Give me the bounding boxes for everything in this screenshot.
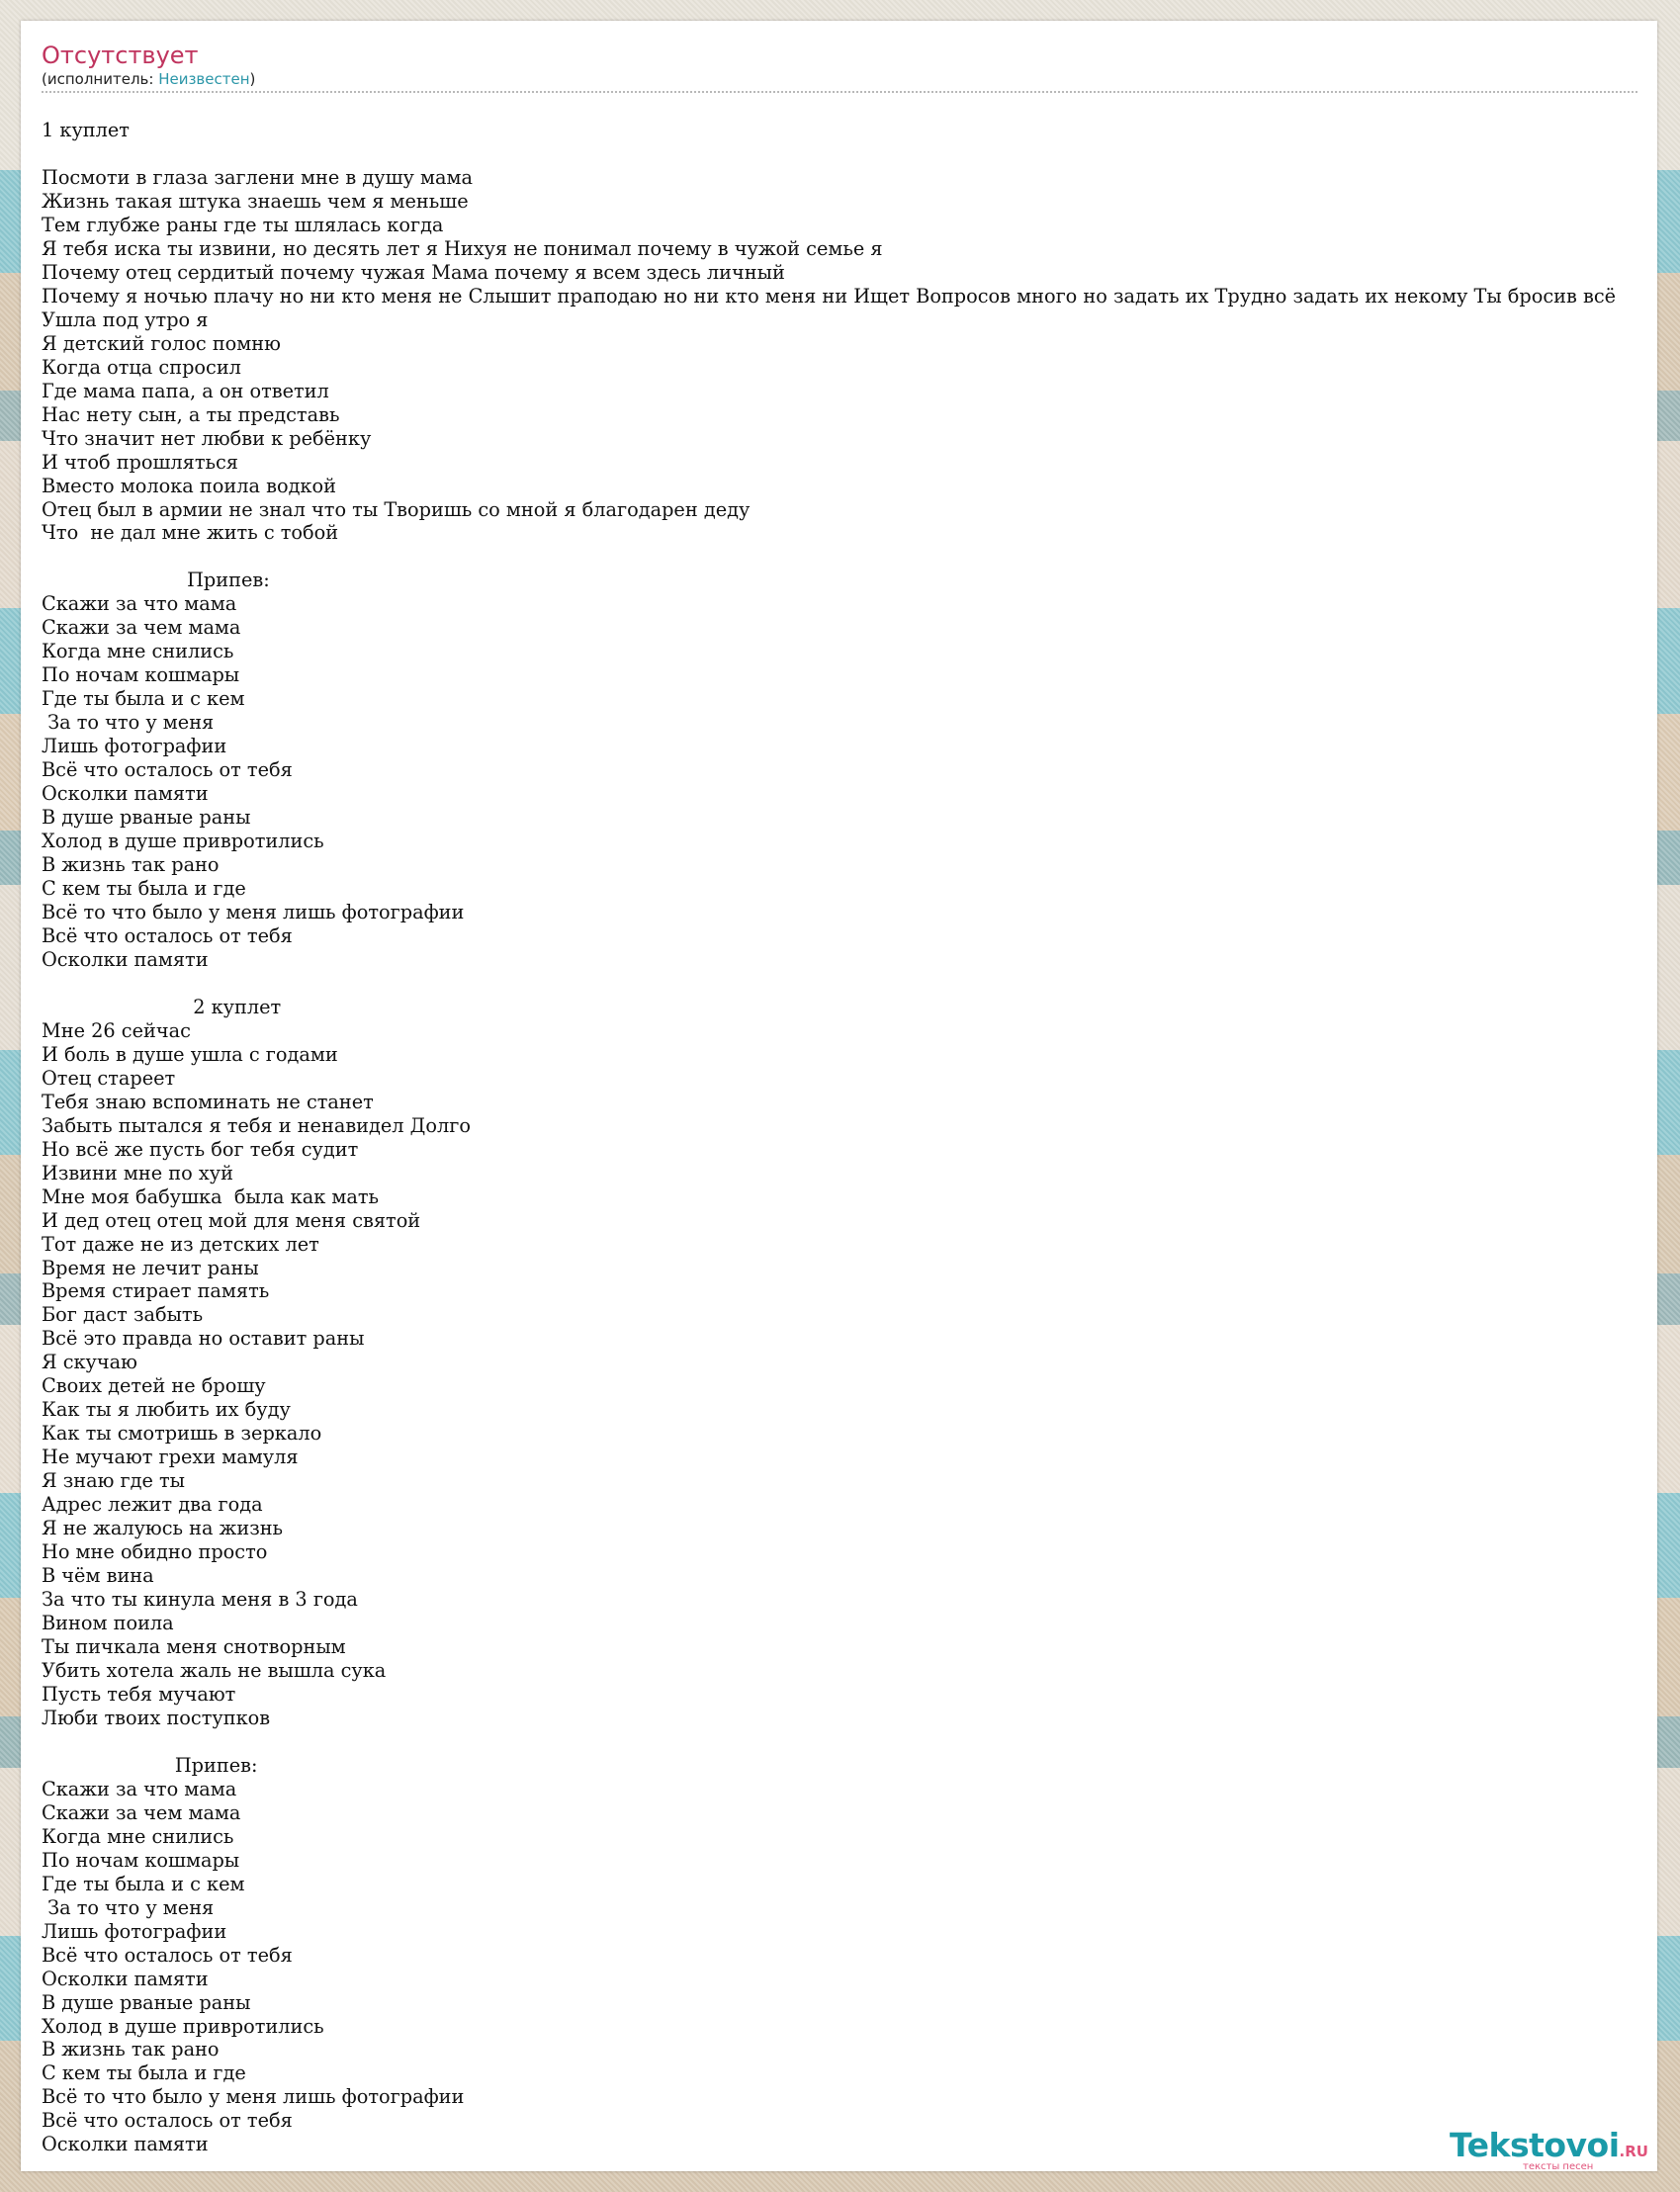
- lyric-line: Бог даст забыть: [42, 1303, 204, 1327]
- lyric-line: Скажи за что мама: [42, 1777, 237, 1800]
- lyric-line: В жизнь так рано: [42, 2038, 220, 2061]
- performer-link[interactable]: Неизвестен: [158, 70, 250, 88]
- lyric-line: Мне 26 сейчас: [42, 1018, 191, 1042]
- logo-tld: .RU: [1619, 2143, 1648, 2160]
- lyric-line: Ушла под утро я: [42, 307, 209, 331]
- lyric-line: Осколки памяти: [42, 947, 209, 971]
- lyric-line: Вместо молока поила водкой: [42, 474, 336, 497]
- lyric-line: Вином поила: [42, 1612, 174, 1635]
- lyric-line: Я не жалуюсь на жизнь: [42, 1517, 284, 1540]
- performer-suffix: ): [249, 70, 256, 88]
- lyric-line: Скажи за чем мама: [42, 616, 241, 640]
- lyric-line: Время не лечит раны: [42, 1256, 259, 1279]
- lyric-line: Осколки памяти: [42, 1967, 209, 1990]
- lyric-line: Всё то что было у меня лишь фотографии: [42, 900, 465, 923]
- lyric-line: Жизнь такая штука знаешь чем я меньше: [42, 189, 469, 213]
- lyric-line: В чём вина: [42, 1564, 154, 1588]
- lyrics-body: [42, 119, 1657, 2156]
- lyric-line: Где ты была и с кем: [42, 687, 245, 711]
- lyric-line: Отец был в армии не знал что ты Творишь со мной я благодарен деду: [42, 497, 751, 521]
- song-title: Отсутствует: [42, 42, 199, 69]
- lyric-line: Холод в душе привротились: [42, 830, 324, 853]
- lyric-line: Тем глубже раны где ты шлялась когда: [42, 213, 444, 236]
- lyric-line: Всё это правда но оставит раны: [42, 1327, 365, 1351]
- lyric-line: По ночам кошмары: [42, 1848, 240, 1872]
- lyric-line: За то что у меня: [42, 711, 215, 735]
- lyric-line: Но всё же пусть бог тебя судит: [42, 1137, 359, 1161]
- lyric-line: [42, 545, 1657, 569]
- lyric-line: Убить хотела жаль не вышла сука: [42, 1658, 387, 1682]
- lyric-line: Посмоти в глаза заглени мне в душу мама: [42, 165, 474, 189]
- lyric-line: Лишь фотографии: [42, 1919, 227, 1943]
- lyric-line: Припев:: [42, 1753, 258, 1777]
- lyric-line: Нас нету сын, а ты представь: [42, 402, 340, 426]
- lyric-line: Когда отца спросил: [42, 355, 241, 379]
- lyric-line: [42, 142, 1657, 166]
- lyric-line: И дед отец отец мой для меня святой: [42, 1208, 421, 1232]
- lyric-line: Холод в душе привротились: [42, 2014, 324, 2038]
- lyric-line: 2 куплет: [42, 995, 282, 1018]
- lyric-line: Люби твоих поступков: [42, 1706, 271, 1729]
- lyric-line: С кем ты была и где: [42, 877, 246, 900]
- lyric-line: Припев:: [42, 569, 270, 592]
- lyrics-sheet: [21, 21, 1657, 2171]
- lyric-line: Тебя знаю вспоминать не станет: [42, 1090, 374, 1113]
- lyric-line: И боль в душе ушла с годами: [42, 1042, 338, 1066]
- lyric-line: За то что у меня: [42, 1895, 215, 1919]
- song-header: [42, 41, 1637, 93]
- lyric-line: Тот даже не из детских лет: [42, 1232, 319, 1256]
- lyric-line: 1 куплет: [42, 119, 130, 141]
- lyric-line: Где мама папа, а он ответил: [42, 379, 329, 402]
- lyric-line: [42, 1730, 1657, 1754]
- lyric-line: По ночам кошмары: [42, 663, 240, 687]
- lyric-line: Всё что осталось от тебя: [42, 2109, 293, 2133]
- lyric-line: Забыть пытался я тебя и ненавидел Долго: [42, 1113, 471, 1137]
- lyric-line: [42, 972, 1657, 996]
- lyric-line: Всё что осталось от тебя: [42, 1943, 293, 1967]
- lyric-line: Всё что осталось от тебя: [42, 923, 293, 947]
- lyric-line: Извини мне по хуй: [42, 1161, 233, 1184]
- site-logo[interactable]: [1450, 2126, 1648, 2172]
- lyric-line: Как ты я любить их буду: [42, 1398, 291, 1422]
- lyric-line: Когда мне снились: [42, 640, 234, 663]
- lyric-line: Мне моя бабушка была как мать: [42, 1184, 380, 1208]
- lyric-line: Лишь фотографии: [42, 735, 227, 758]
- lyric-line: С кем ты была и где: [42, 2061, 246, 2085]
- lyric-line: Почему я ночью плачу но ни кто меня не Слышит праподаю но ни кто меня ни Ищет Вопросов много но задать их Трудно задать их некому Ты бросив всё: [42, 284, 1617, 307]
- lyric-line: Ты пичкала меня снотворным: [42, 1635, 346, 1658]
- lyric-line: Время стирает память: [42, 1279, 270, 1303]
- lyric-line: Что не дал мне жить с тобой: [42, 521, 339, 545]
- lyric-line: Я тебя иска ты извини, но десять лет я Нихуя не понимал почему в чужой семье я: [42, 236, 883, 260]
- lyric-line: Скажи за чем мама: [42, 1800, 241, 1824]
- lyric-line: Осколки памяти: [42, 782, 209, 806]
- lyric-line: Я скучаю: [42, 1351, 137, 1374]
- lyric-line: Но мне обидно просто: [42, 1540, 268, 1564]
- lyric-line: Что значит нет любви к ребёнку: [42, 426, 372, 450]
- lyric-line: Своих детей не брошу: [42, 1374, 266, 1398]
- lyric-line: Я детский голос помню: [42, 331, 281, 355]
- lyric-line: Где ты была и с кем: [42, 1872, 245, 1895]
- lyric-line: Я знаю где ты: [42, 1469, 186, 1493]
- lyric-line: За что ты кинула меня в 3 года: [42, 1588, 358, 1612]
- logo-name: Tekstovoi: [1450, 2126, 1620, 2164]
- lyric-line: Адрес лежит два года: [42, 1493, 263, 1517]
- lyric-line: Всё что осталось от тебя: [42, 758, 293, 782]
- performer-prefix: (исполнитель:: [42, 70, 159, 88]
- lyric-line: Осколки памяти: [42, 2133, 209, 2156]
- lyric-line: Почему отец сердитый почему чужая Мама почему я всем здесь личный: [42, 260, 785, 284]
- lyric-line: Всё то что было у меня лишь фотографии: [42, 2085, 465, 2109]
- lyric-line: В душе рваные раны: [42, 806, 251, 830]
- lyric-line: Отец стареет: [42, 1066, 176, 1090]
- lyric-line: Как ты смотришь в зеркало: [42, 1422, 322, 1446]
- logo-tagline: тексты песен: [1523, 2161, 1594, 2172]
- lyric-line: Скажи за что мама: [42, 592, 237, 616]
- lyric-line: Пусть тебя мучают: [42, 1682, 236, 1706]
- lyric-line: И чтоб прошляться: [42, 450, 238, 474]
- performer-line: [42, 70, 1637, 93]
- lyric-line: В жизнь так рано: [42, 853, 220, 877]
- lyric-line: Когда мне снились: [42, 1824, 234, 1848]
- lyric-line: В душе рваные раны: [42, 1990, 251, 2014]
- lyric-line: Не мучают грехи мамуля: [42, 1446, 299, 1469]
